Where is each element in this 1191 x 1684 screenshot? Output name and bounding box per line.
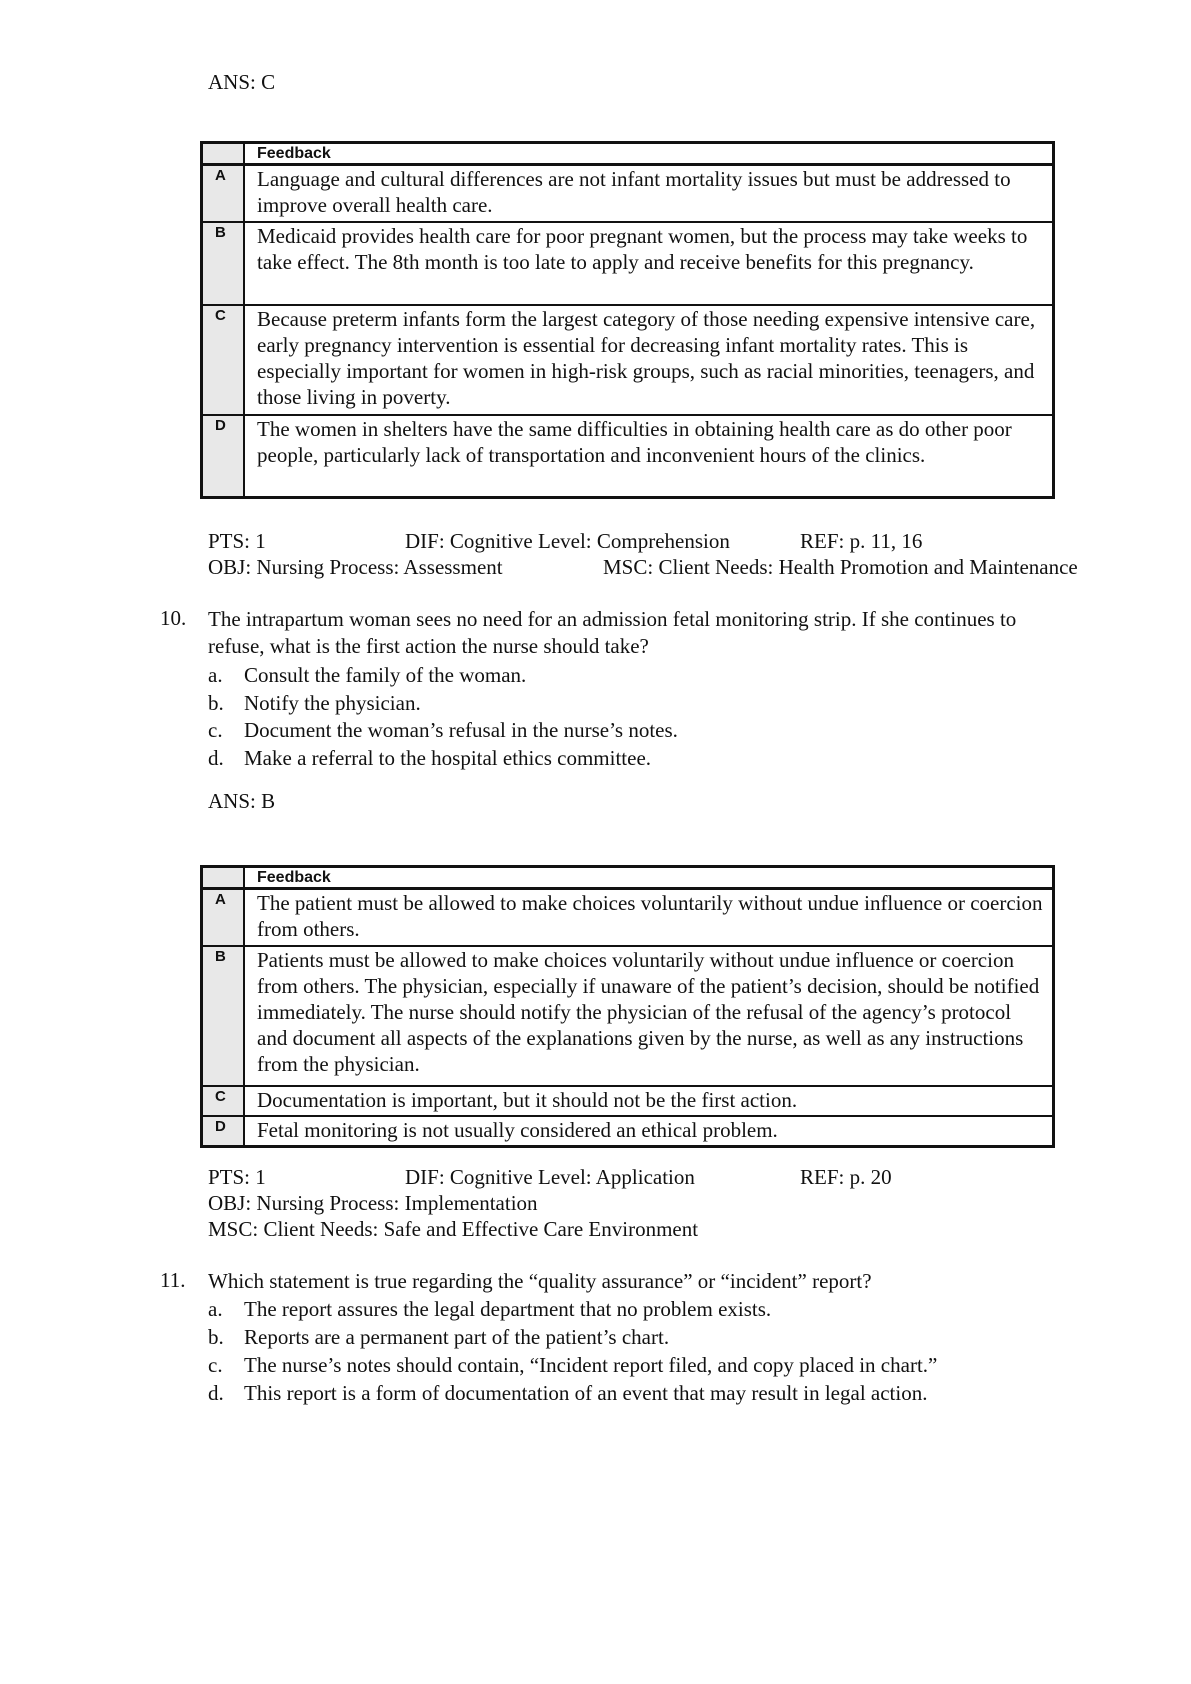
answer-option bbox=[208, 1324, 669, 1352]
option-letter: a. bbox=[208, 1297, 223, 1321]
feedback-text: The women in shelters have the same difficulties in obtaining health care as do other poor people, particularly lack of transportation and inconvenient hours of the clinics. bbox=[244, 415, 1054, 498]
answer-key: ANS: B bbox=[208, 789, 276, 813]
feedback-letter: A bbox=[202, 889, 245, 946]
feedback-row bbox=[202, 889, 1054, 946]
meta-client-needs: MSC: Client Needs: Health Promotion and Maintenance bbox=[603, 555, 1078, 579]
meta-reference: REF: p. 11, 16 bbox=[800, 529, 923, 553]
option-letter: a. bbox=[208, 663, 223, 687]
feedback-text: Patients must be allowed to make choices voluntarily without undue influence or coercion from others. The physician, especially if unaware of the patient’s decision, should be notified immediately. The nurse should notify the physician of the refusal of the agency’s protocol and document all aspects of the explanations given by the nurse, as well as any instructions from the physician. bbox=[244, 946, 1054, 1086]
feedback-letter: A bbox=[202, 165, 245, 222]
question-number: 11. bbox=[160, 1268, 186, 1292]
answer-key: ANS: C bbox=[208, 70, 276, 94]
option-text: Document the woman’s refusal in the nurse’s notes. bbox=[244, 718, 678, 742]
meta-difficulty: DIF: Cognitive Level: Application bbox=[405, 1165, 695, 1189]
question-number: 10. bbox=[160, 606, 187, 630]
answer-option bbox=[208, 717, 678, 745]
answer-option bbox=[208, 690, 421, 718]
option-text: This report is a form of documentation of an event that may result in legal action. bbox=[244, 1381, 928, 1405]
feedback-corner-cell bbox=[202, 143, 245, 165]
feedback-row bbox=[202, 1086, 1054, 1116]
answer-option bbox=[208, 1380, 927, 1408]
meta-objective: OBJ: Nursing Process: Assessment bbox=[208, 555, 503, 579]
feedback-letter: C bbox=[202, 1086, 245, 1116]
feedback-letter: D bbox=[202, 415, 245, 498]
feedback-row bbox=[202, 305, 1054, 415]
feedback-row bbox=[202, 946, 1054, 1086]
feedback-text: Medicaid provides health care for poor pregnant women, but the process may take weeks to take effect. The 8th month is too late to apply and receive benefits for this pregnancy. bbox=[244, 222, 1054, 305]
answer-option bbox=[208, 745, 651, 773]
option-text: Notify the physician. bbox=[244, 691, 421, 715]
feedback-row bbox=[202, 222, 1054, 305]
meta-points: PTS: 1 bbox=[208, 529, 266, 553]
feedback-table bbox=[200, 141, 1055, 499]
meta-reference: REF: p. 20 bbox=[800, 1165, 892, 1189]
feedback-text: Language and cultural differences are not infant mortality issues but must be addressed to improve overall health care. bbox=[244, 165, 1054, 222]
feedback-text: Documentation is important, but it should not be the first action. bbox=[244, 1086, 1054, 1116]
meta-points: PTS: 1 bbox=[208, 1165, 266, 1189]
option-letter: b. bbox=[208, 1325, 224, 1349]
answer-option bbox=[208, 1352, 937, 1380]
answer-option bbox=[208, 1296, 771, 1324]
feedback-text: Fetal monitoring is not usually considered an ethical problem. bbox=[244, 1116, 1054, 1147]
feedback-text: Because preterm infants form the largest category of those needing expensive intensive care, early pregnancy intervention is essential for decreasing infant mortality rates. This is especially important for women in high-risk groups, such as racial minorities, teenagers, and those living in poverty. bbox=[244, 305, 1054, 415]
meta-client-needs: MSC: Client Needs: Safe and Effective Care Environment bbox=[208, 1217, 699, 1241]
feedback-row bbox=[202, 1116, 1054, 1147]
option-text: Consult the family of the woman. bbox=[244, 663, 527, 687]
answer-option bbox=[208, 662, 526, 690]
feedback-table bbox=[200, 865, 1055, 1148]
option-text: Make a referral to the hospital ethics committee. bbox=[244, 746, 652, 770]
option-text: The report assures the legal department that no problem exists. bbox=[244, 1297, 772, 1321]
feedback-letter: C bbox=[202, 305, 245, 415]
option-text: The nurse’s notes should contain, “Incident report filed, and copy placed in chart.” bbox=[244, 1353, 938, 1377]
option-letter: c. bbox=[208, 718, 223, 742]
feedback-text: The patient must be allowed to make choices voluntarily without undue influence or coercion from others. bbox=[244, 889, 1054, 946]
feedback-row bbox=[202, 165, 1054, 222]
meta-difficulty: DIF: Cognitive Level: Comprehension bbox=[405, 529, 730, 553]
option-letter: d. bbox=[208, 746, 224, 770]
feedback-letter: B bbox=[202, 946, 245, 1086]
option-letter: b. bbox=[208, 691, 224, 715]
feedback-letter: D bbox=[202, 1116, 245, 1147]
option-text: Reports are a permanent part of the patient’s chart. bbox=[244, 1325, 670, 1349]
question-text: The intrapartum woman sees no need for an admission fetal monitoring strip. If she continues to refuse, what is the first action the nurse should take? bbox=[208, 607, 1017, 658]
feedback-corner-cell bbox=[202, 867, 245, 889]
meta-objective: OBJ: Nursing Process: Implementation bbox=[208, 1191, 538, 1215]
feedback-letter: B bbox=[202, 222, 245, 305]
question-text: Which statement is true regarding the “quality assurance” or “incident” report? bbox=[208, 1269, 872, 1293]
feedback-header: Feedback bbox=[244, 867, 1054, 889]
feedback-row bbox=[202, 415, 1054, 498]
option-letter: d. bbox=[208, 1381, 224, 1405]
option-letter: c. bbox=[208, 1353, 223, 1377]
feedback-header: Feedback bbox=[244, 143, 1054, 165]
